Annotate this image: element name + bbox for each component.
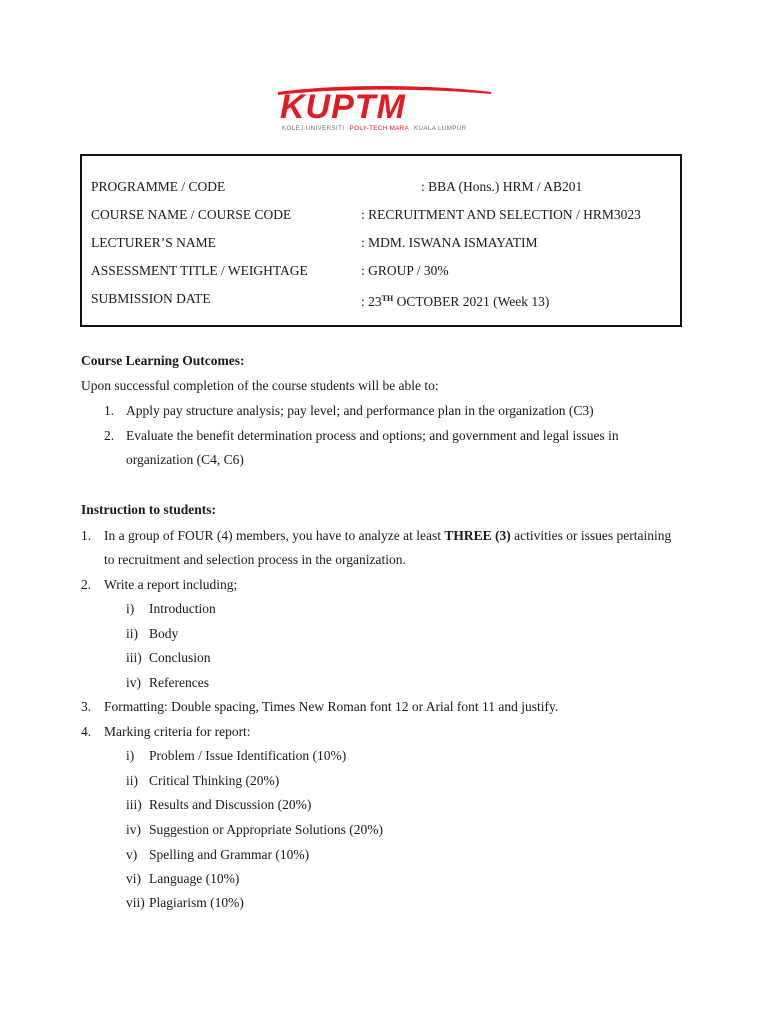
criteria-number: vii) [126, 895, 145, 910]
instruction-2-text: Write a report including; [104, 577, 238, 592]
criteria-text: Problem / Issue Identification (10%) [149, 748, 347, 763]
instruction-1-text-after: activities or issues pertaining [510, 528, 672, 543]
criteria-text: Spelling and Grammar (10%) [149, 847, 310, 862]
lecturer-value: : MDM. ISWANA ISMAYATIM [361, 235, 538, 250]
clo-item-number: 1. [104, 403, 115, 418]
logo-tagline-part2: KUALA LUMPUR [413, 125, 467, 132]
criteria-number: iv) [126, 822, 141, 837]
clo-item-text-continued: organization (C4, C6) [126, 452, 244, 467]
instructions-heading: Instruction to students: [81, 502, 217, 517]
logo-tagline-highlight: POLY-TECH MARA [349, 125, 409, 132]
instruction-1-text-before: In a group of FOUR (4) members, you have to analyze at least [104, 528, 445, 543]
sub-item-text: Body [149, 626, 179, 641]
criteria-number: v) [126, 847, 138, 862]
course-value: : RECRUITMENT AND SELECTION / HRM3023 [361, 207, 641, 222]
clo-intro: Upon successful completion of the course students will be able to: [81, 378, 439, 393]
clo-item-number: 2. [104, 428, 115, 443]
criteria-text: Language (10%) [149, 871, 240, 886]
kuptm-logo-graphic [276, 86, 496, 134]
instruction-number: 2. [81, 577, 92, 592]
course-label: COURSE NAME / COURSE CODE [91, 207, 292, 222]
submission-day-suffix: TH [381, 294, 394, 303]
instruction-1-line1 [104, 526, 671, 546]
lecturer-label: LECTURER’S NAME [91, 235, 216, 250]
clo-heading: Course Learning Outcomes: [81, 353, 245, 368]
sub-item-number: iv) [126, 675, 141, 690]
criteria-number: i) [126, 748, 135, 763]
sub-item-number: ii) [126, 626, 138, 641]
submission-label: SUBMISSION DATE [91, 291, 211, 306]
sub-item-number: iii) [126, 650, 142, 665]
instruction-1-line2: to recruitment and selection process in the organization. [104, 552, 406, 567]
instruction-number: 1. [81, 528, 92, 543]
sub-item-text: Conclusion [149, 650, 211, 665]
criteria-text: Suggestion or Appropriate Solutions (20%) [149, 822, 383, 837]
course-info-box [80, 154, 682, 327]
kuptm-logo [276, 86, 496, 134]
criteria-number: ii) [126, 773, 138, 788]
programme-value: : BBA (Hons.) HRM / AB201 [421, 179, 583, 194]
assessment-label: ASSESSMENT TITLE / WEIGHTAGE [91, 263, 308, 278]
instruction-4-text: Marking criteria for report: [104, 724, 251, 739]
instruction-number: 3. [81, 699, 92, 714]
sub-item-text: References [149, 675, 209, 690]
logo-tagline [282, 125, 467, 132]
criteria-text: Results and Discussion (20%) [149, 797, 312, 812]
clo-item-text: Evaluate the benefit determination process and options; and government and legal issues in [126, 428, 619, 443]
criteria-number: vi) [126, 871, 141, 886]
criteria-number: iii) [126, 797, 142, 812]
clo-item-text: Apply pay structure analysis; pay level; and performance plan in the organization (C3) [126, 403, 594, 418]
criteria-text: Plagiarism (10%) [149, 895, 244, 910]
sub-item-number: i) [126, 601, 135, 616]
submission-value [361, 289, 549, 312]
instruction-3-text: Formatting: Double spacing, Times New Roman font 12 or Arial font 11 and justify. [104, 699, 559, 714]
submission-day: : 23 [361, 294, 382, 309]
sub-item-text: Introduction [149, 601, 216, 616]
criteria-text: Critical Thinking (20%) [149, 773, 280, 788]
instruction-1-emphasis: THREE (3) [444, 528, 511, 543]
logo-tagline-part1: KOLEJ UNIVERSITI [282, 125, 345, 132]
logo-brand-text: KUPTM [280, 88, 406, 126]
programme-label: PROGRAMME / CODE [91, 179, 226, 194]
submission-month-week: OCTOBER 2021 (Week 13) [393, 294, 550, 309]
instruction-number: 4. [81, 724, 92, 739]
assessment-value: : GROUP / 30% [361, 263, 449, 278]
